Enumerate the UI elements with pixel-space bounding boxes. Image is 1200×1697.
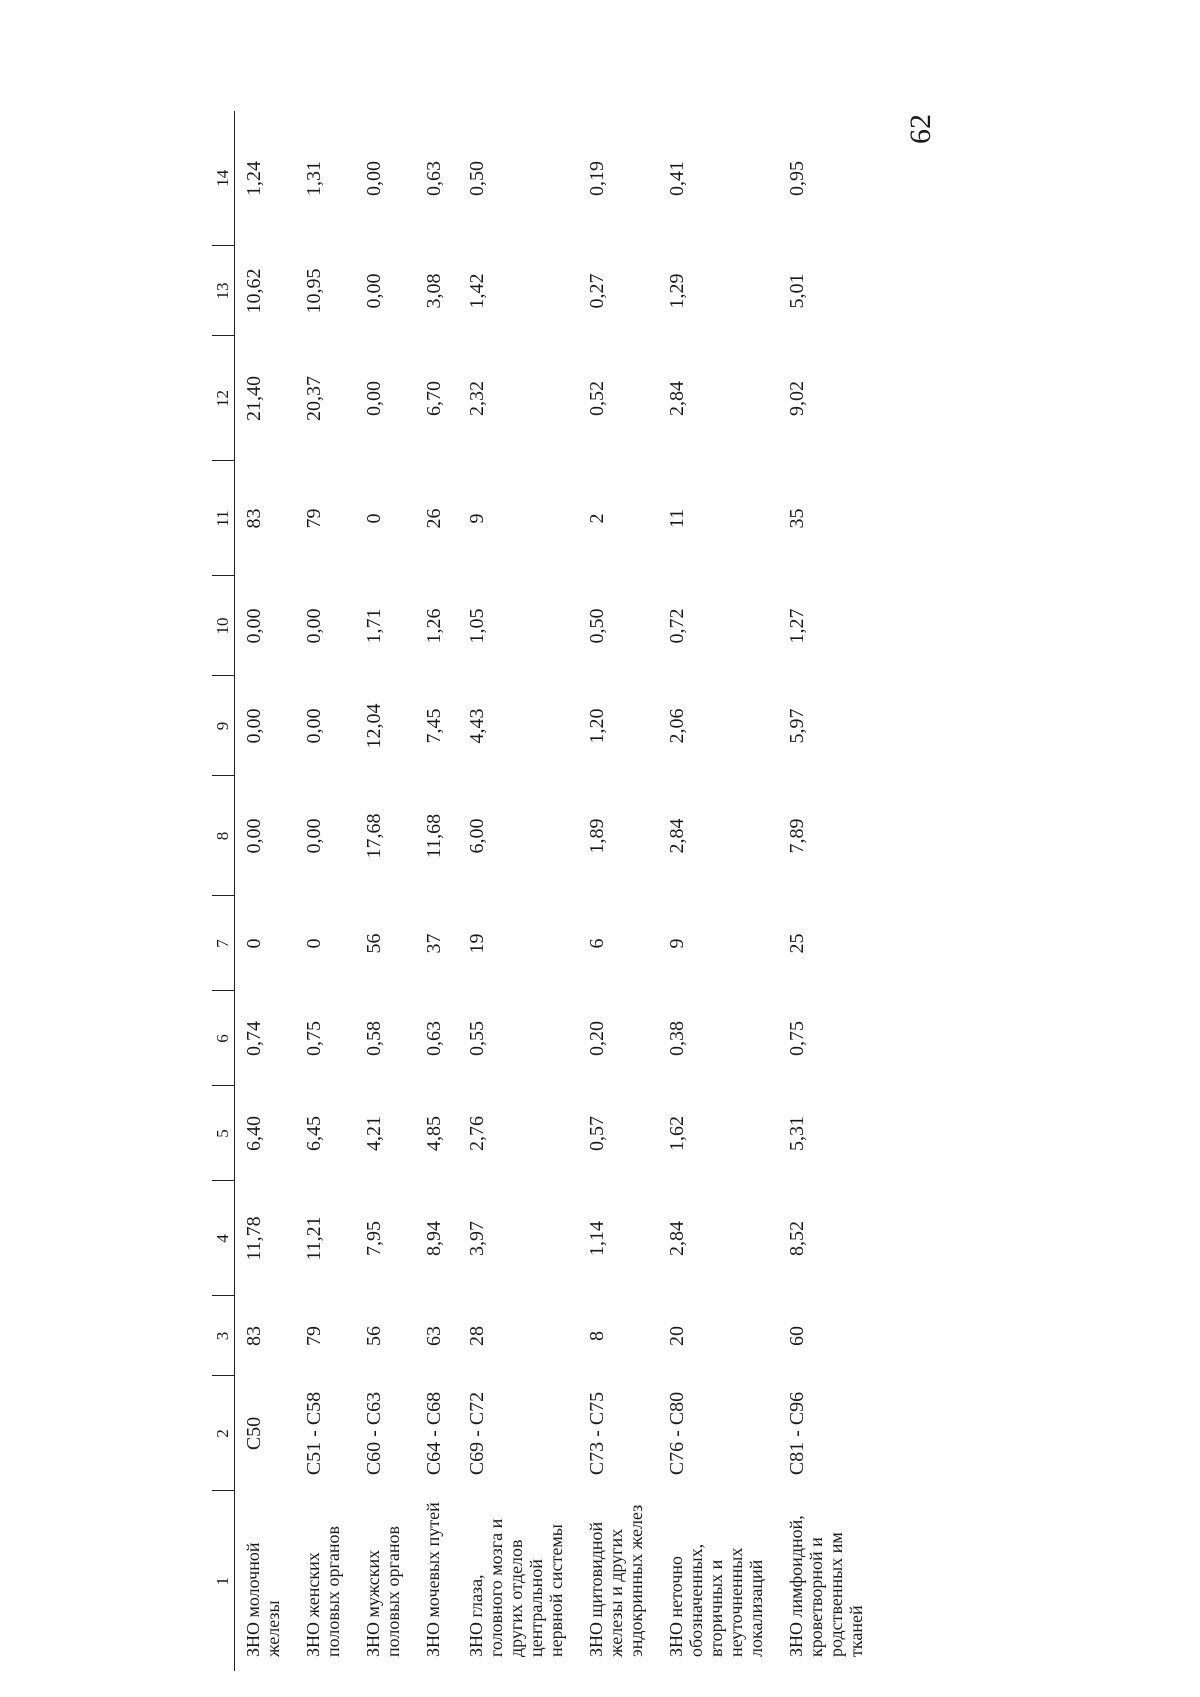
value-cell: 63: [423, 1326, 445, 1346]
column-header-1: 1: [212, 1491, 235, 1671]
value-cell: 60: [786, 1326, 808, 1346]
value-cell: 17,68: [363, 813, 385, 859]
value-cell: 0,63: [423, 161, 445, 196]
value-cell: 0,00: [363, 273, 385, 309]
value-cell: 26: [423, 508, 445, 529]
value-cell: 79: [303, 1326, 325, 1346]
value-cell: 6,45: [303, 1116, 325, 1151]
value-cell: 2,06: [666, 708, 688, 744]
column-header-13: 13: [212, 246, 235, 336]
value-cell: 11,78: [243, 1216, 265, 1261]
value-cell: 0,55: [466, 1021, 488, 1056]
value-cell: 5,97: [786, 708, 808, 744]
value-cell: 1,42: [466, 273, 488, 309]
value-cell: 56: [363, 1326, 385, 1346]
page-number: 62: [904, 114, 937, 144]
value-cell: 79: [303, 508, 325, 529]
value-cell: 0,75: [786, 1021, 808, 1056]
column-header-12: 12: [212, 336, 235, 461]
value-cell: 0,95: [786, 161, 808, 196]
value-cell: 1,31: [303, 161, 325, 196]
table-row: [295, 111, 355, 1671]
column-header-11: 11: [212, 461, 235, 576]
table-row: [578, 111, 658, 1671]
icd-code-cell: C51 - C58: [303, 1391, 325, 1476]
value-cell: 0,50: [586, 608, 608, 644]
value-cell: 0,75: [303, 1021, 325, 1056]
value-cell: 19: [466, 933, 488, 954]
value-cell: 1,27: [786, 608, 808, 644]
row-name-cell: ЗНО молочной железы: [243, 1542, 283, 1657]
row-name-cell: ЗНО глаза, головного мозга и других отделов центральной нервной системы: [466, 1518, 566, 1657]
rotated-table-wrapper: [212, 111, 992, 1671]
value-cell: 0,00: [243, 818, 265, 854]
value-cell: 9,02: [786, 381, 808, 416]
icd-code-cell: C50: [243, 1416, 265, 1451]
value-cell: 7,45: [423, 708, 445, 744]
value-cell: 0,00: [303, 708, 325, 744]
column-header-14: 14: [212, 111, 235, 246]
icd-code-cell: C60 - C63: [363, 1391, 385, 1476]
row-name-cell: ЗНО женских половых органов: [303, 1526, 343, 1657]
value-cell: 0,00: [303, 608, 325, 644]
value-cell: 20: [666, 1326, 688, 1346]
value-cell: 3,08: [423, 273, 445, 309]
value-cell: 1,26: [423, 608, 445, 644]
value-cell: 6,00: [466, 818, 488, 854]
value-cell: 0,52: [586, 381, 608, 416]
data-table: [212, 111, 878, 1671]
value-cell: 3,97: [466, 1221, 488, 1256]
header-row: [212, 111, 235, 1671]
value-cell: 7,95: [363, 1221, 385, 1256]
value-cell: 0,57: [586, 1116, 608, 1151]
value-cell: 0: [303, 938, 325, 949]
value-cell: 28: [466, 1326, 488, 1346]
value-cell: 1,89: [586, 818, 608, 854]
column-header-7: 7: [212, 896, 235, 991]
value-cell: 10,62: [243, 268, 265, 314]
value-cell: 1,20: [586, 708, 608, 744]
row-name-cell: ЗНО мочевых путей: [423, 1502, 443, 1657]
value-cell: 8: [586, 1331, 608, 1341]
row-name-cell: ЗНО щитовидной железы и других эндокринных желез: [586, 1504, 646, 1657]
value-cell: 21,40: [243, 376, 265, 421]
icd-code-cell: C73 - C75: [586, 1391, 608, 1476]
value-cell: 1,62: [666, 1116, 688, 1151]
column-header-6: 6: [212, 991, 235, 1086]
row-name-cell: ЗНО мужских половых органов: [363, 1526, 403, 1657]
value-cell: 0,20: [586, 1021, 608, 1056]
value-cell: 1,29: [666, 273, 688, 309]
value-cell: 0,72: [666, 608, 688, 644]
table-row: [778, 111, 878, 1671]
column-header-5: 5: [212, 1086, 235, 1181]
table-row: [458, 111, 578, 1671]
value-cell: 0,00: [243, 608, 265, 644]
value-cell: 11,68: [423, 813, 445, 859]
value-cell: 11: [666, 508, 688, 529]
value-cell: 10,95: [303, 268, 325, 314]
table-row: [235, 111, 296, 1671]
column-header-3: 3: [212, 1296, 235, 1376]
value-cell: 35: [786, 508, 808, 529]
value-cell: 0,19: [586, 161, 608, 196]
icd-code-cell: C76 - C80: [666, 1391, 688, 1476]
icd-code-cell: C69 - C72: [466, 1391, 488, 1476]
value-cell: 5,01: [786, 273, 808, 309]
value-cell: 0,38: [666, 1021, 688, 1056]
icd-code-cell: C81 - C96: [786, 1391, 808, 1476]
table-row: [415, 111, 458, 1671]
table-body: [235, 111, 879, 1671]
value-cell: 0,41: [666, 161, 688, 196]
row-name-cell: ЗНО неточно обозначенных, вторичных и неуточненных локализаций: [666, 1543, 766, 1657]
value-cell: 0,58: [363, 1021, 385, 1056]
column-header-8: 8: [212, 776, 235, 896]
value-cell: 25: [786, 933, 808, 954]
value-cell: 2,84: [666, 1221, 688, 1256]
value-cell: 4,85: [423, 1116, 445, 1151]
value-cell: 11,21: [303, 1216, 325, 1261]
value-cell: 4,21: [363, 1116, 385, 1151]
value-cell: 37: [423, 933, 445, 954]
value-cell: 0,74: [243, 1021, 265, 1056]
value-cell: 0,50: [466, 161, 488, 196]
icd-code-cell: C64 - C68: [423, 1391, 445, 1476]
value-cell: 1,24: [243, 161, 265, 196]
value-cell: 6,40: [243, 1116, 265, 1151]
column-header-10: 10: [212, 576, 235, 676]
value-cell: 9: [666, 938, 688, 949]
value-cell: 83: [243, 508, 265, 529]
value-cell: 6: [586, 938, 608, 949]
value-cell: 0,27: [586, 273, 608, 309]
value-cell: 0,00: [243, 708, 265, 744]
value-cell: 0,63: [423, 1021, 445, 1056]
value-cell: 83: [243, 1326, 265, 1346]
value-cell: 1,05: [466, 608, 488, 644]
column-header-4: 4: [212, 1181, 235, 1296]
value-cell: 0,00: [363, 381, 385, 416]
value-cell: 2: [586, 513, 608, 524]
column-header-2: 2: [212, 1376, 235, 1491]
value-cell: 2,32: [466, 381, 488, 416]
column-header-9: 9: [212, 676, 235, 776]
table-row: [355, 111, 415, 1671]
value-cell: 8,52: [786, 1221, 808, 1256]
value-cell: 1,14: [586, 1221, 608, 1256]
value-cell: 1,71: [363, 608, 385, 644]
value-cell: 9: [466, 513, 488, 524]
value-cell: 2,84: [666, 818, 688, 854]
value-cell: 4,43: [466, 708, 488, 744]
value-cell: 8,94: [423, 1221, 445, 1256]
value-cell: 7,89: [786, 818, 808, 854]
value-cell: 2,76: [466, 1116, 488, 1151]
value-cell: 0: [243, 938, 265, 949]
value-cell: 56: [363, 933, 385, 954]
value-cell: 0,00: [303, 818, 325, 854]
value-cell: 6,70: [423, 381, 445, 416]
row-name-cell: ЗНО лимфоидной, кроветворной и родственных им тканей: [786, 1515, 866, 1657]
value-cell: 0: [363, 513, 385, 524]
value-cell: 5,31: [786, 1116, 808, 1151]
value-cell: 12,04: [363, 703, 385, 749]
table-row: [658, 111, 778, 1671]
value-cell: 2,84: [666, 381, 688, 416]
value-cell: 0,00: [363, 161, 385, 196]
value-cell: 20,37: [303, 376, 325, 421]
